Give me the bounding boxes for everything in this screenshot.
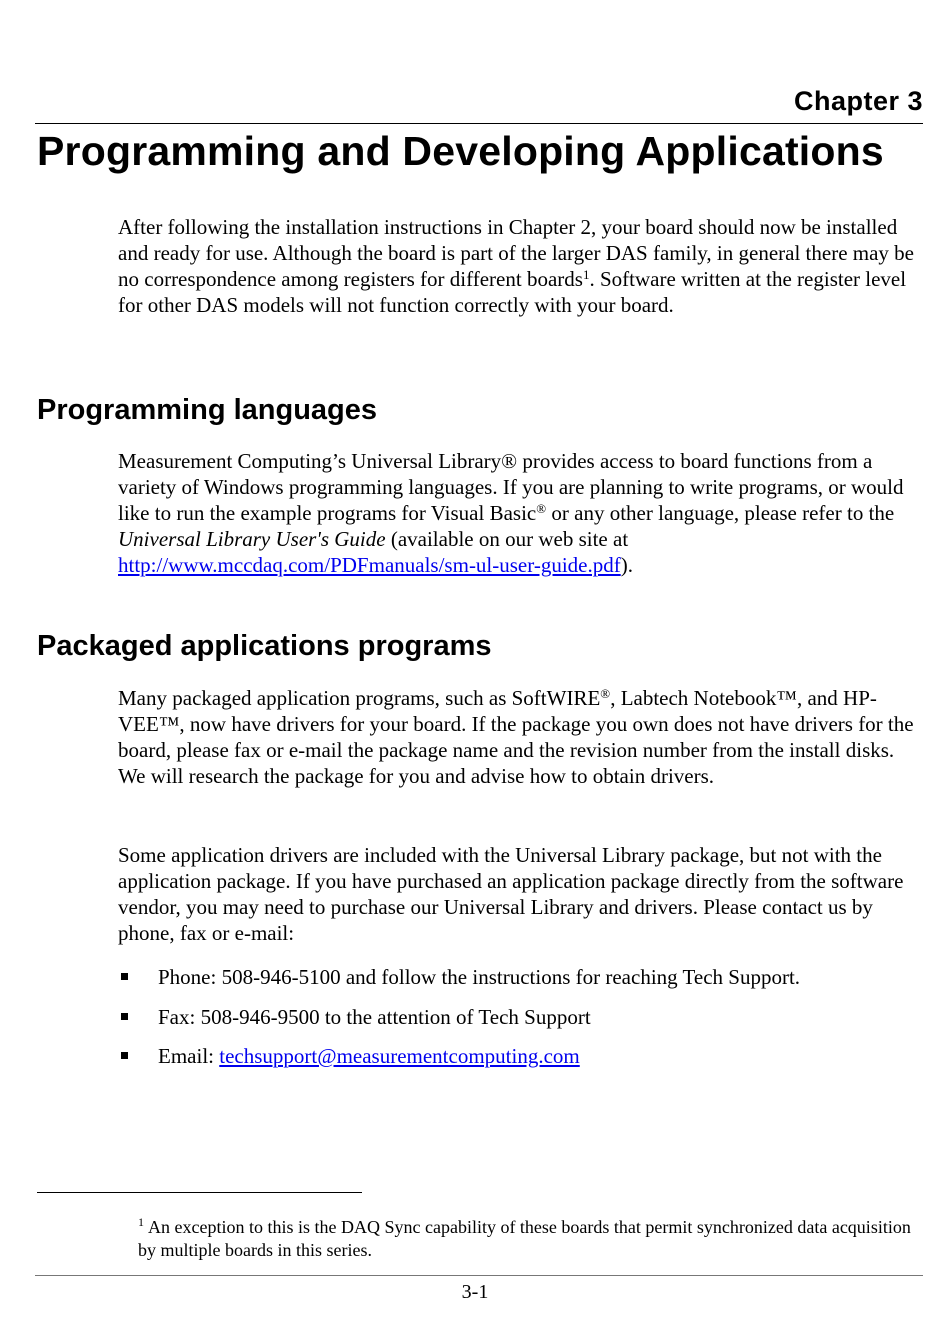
footnote-reference[interactable]: 1: [582, 267, 590, 282]
registered-mark: ®: [600, 686, 611, 701]
pl-text-2: or any other language, please refer to the: [546, 501, 895, 525]
chapter-label: Chapter 3: [793, 86, 923, 116]
list-item: [118, 1004, 918, 1044]
packaged-applications-paragraph-2: Some application drivers are included with the Universal Library package, but not with the application package. If you have purchased an application package directly from the software vendor, you may need to purchase our Universal Library and drivers. Please contact us by phone, fax or e-mail:: [118, 843, 904, 945]
page-number: 3-1: [461, 1281, 489, 1303]
pa-text-2: , Labtech Notebook™, and HP-VEE™, now have drivers for your board. If the package you own does not have drivers for the board, please fax or e-mail the package name and the revision number from the install disks. We will research the package for you and advise how to obtain drivers.: [118, 686, 914, 788]
square-bullet-icon: [121, 1052, 128, 1059]
contact-email-label: Email:: [158, 1044, 220, 1068]
pl-text-1: Measurement Computing’s Universal Library® provides access to board functions from a variety of Windows programming languages. If you are planning to write programs, or would like to run the example programs for Visual Basic: [118, 449, 904, 525]
intro-text-2: . Software written at the register level for other DAS models will not function correctly with your board.: [118, 267, 907, 317]
pl-text-4: ).: [620, 553, 633, 577]
pl-text-3: (available on our web site at: [385, 527, 629, 551]
section-heading-programming-languages: Programming languages: [37, 394, 378, 426]
footnote-divider: [37, 1192, 362, 1193]
packaged-applications-paragraph-1: [118, 685, 918, 789]
list-item: [118, 964, 918, 1004]
guide-title: Universal Library User's Guide: [118, 527, 386, 551]
square-bullet-icon: [121, 1013, 128, 1020]
user-guide-link[interactable]: http://www.mccdaq.com/PDFmanuals/sm-ul-user-guide.pdf: [118, 553, 621, 577]
section-heading-packaged-applications: Packaged applications programs: [37, 630, 492, 662]
contact-list: [118, 964, 918, 1083]
square-bullet-icon: [121, 973, 128, 980]
list-item: [118, 1043, 918, 1083]
email-link[interactable]: techsupport@measurementcomputing.com: [219, 1044, 580, 1068]
programming-languages-paragraph: [118, 448, 918, 578]
page-title: Programming and Developing Applications: [37, 128, 884, 174]
footnote: [138, 1216, 928, 1262]
footnote-text: An exception to this is the DAQ Sync capability of these boards that permit synchronized data acquisition by multiple boards in this series.: [138, 1217, 911, 1260]
footnote-number: 1: [138, 1215, 144, 1229]
contact-phone: Phone: 508-946-5100 and follow the instructions for reaching Tech Support.: [158, 965, 801, 989]
registered-mark: ®: [536, 501, 547, 516]
contact-fax: Fax: 508-946-9500 to the attention of Tech Support: [158, 1004, 591, 1029]
intro-paragraph: [118, 214, 918, 318]
intro-text-1: After following the installation instructions in Chapter 2, your board should now be installed and ready for use. Although the board is part of the larger DAS family, in general there may be no correspondence among registers for different boards: [118, 215, 915, 291]
footer-divider: [35, 1275, 923, 1276]
pa-text-1: Many packaged application programs, such as SoftWIRE: [118, 686, 601, 710]
